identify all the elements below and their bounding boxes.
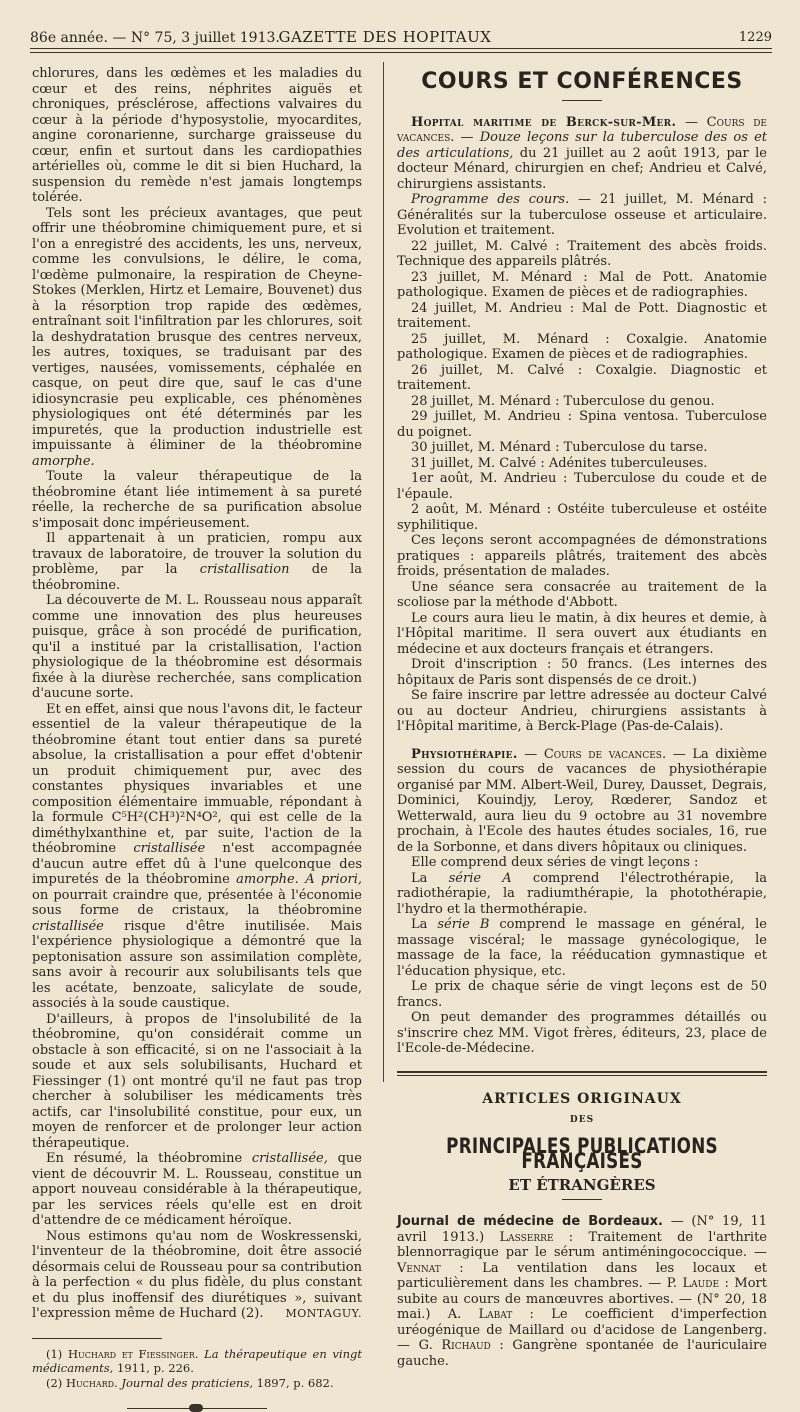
paragraph: Ces leçons seront accompagnées de démonstrations pratiques : appareils plâtrés, traitement des abcès froids, présentation de malades.	[397, 533, 767, 579]
course-line: 29 juillet, M. Andrieu : Spina ventosa. Tuberculose du poignet.	[397, 409, 767, 440]
section-title: COURS ET CONFÉRENCES	[421, 69, 743, 94]
course-line: 1er août, M. Andrieu : Tuberculose du coude et de l'épaule.	[397, 471, 767, 502]
paragraph: La découverte de M. L. Rousseau nous apparaît comme une innovation des plus heureuses puisque, grâce à son procédé de purification, qu'il a institué par la cristallisation, l'action physiologique de la théobromine est désormais fixée à la diurèse recherchée, sans complication d'aucune sorte.	[32, 593, 362, 701]
paragraph: Le prix de chaque série de vingt leçons est de 50 francs.	[397, 979, 767, 1010]
title-rule	[562, 100, 602, 101]
articles-subtitle: ET ÉTRANGÈRES	[508, 1175, 656, 1194]
paragraph: Se faire inscrire par lettre adressée au docteur Calvé ou au docteur Andrieu, chirurgiens assistants à l'Hôpital maritime, à Berck-Plage (Pas-de-Calais).	[397, 688, 767, 734]
paragraph: En résumé, la théobromine cristallisée, que vient de découvrir M. L. Rousseau, constitue un apport nouveau considérable à la thérapeutique, par les services réels qu'elle est en droit d'attendre de ce médicament héroïque.	[32, 1151, 362, 1228]
issue-info: 86e année. — N° 75, 3 juillet 1913.	[30, 30, 280, 46]
footnote-rule	[32, 1338, 162, 1339]
course-line: 22 juillet, M. Calvé : Traitement des abcès froids. Technique des appareils plâtrés.	[397, 238, 767, 269]
course-line: 23 juillet, M. Ménard : Mal de Pott. Anatomie pathologique. Examen de pièces et de radiographies.	[397, 269, 767, 300]
course-line: 28 juillet, M. Ménard : Tuberculose du genou.	[411, 393, 715, 409]
paragraph: Toute la valeur thérapeutique de la théobromine étant liée intimement à sa pureté réelle, la recherche de sa purification absolue s'imposait donc impérieusement.	[32, 469, 362, 531]
course-line: 2 août, M. Ménard : Ostéite tuberculeuse et ostéite syphilitique.	[397, 502, 767, 533]
paragraph: On peut demander des programmes détaillés ou s'inscrire chez MM. Vigot frères, éditeurs, 23, place de l'Ecole-de-Médecine.	[397, 1010, 767, 1056]
journal-entry: Journal de médecine de Bordeaux. — (N° 19, 11 avril 1913.) Lasserre : Traitement de l'arthrite blennorragique par le sérum antiméningococcique. — Vennat : La ventilation dans les locaux et particulièrement dans les chambres. — P. Laude : Mort subite au cours de manœuvres abortives. — (N° 20, 18 mai.) A. Labat : Le coefficient d'imperfection uréogénique de Maillard ou d'acidose de Langenberg. — G. Richaud : Gangrène spontanée de l'auriculaire gauche.	[397, 1214, 767, 1369]
left-column	[32, 66, 362, 1409]
articles-rule	[562, 1199, 602, 1200]
footnote-2: (2) Huchard. Journal des praticiens, 1897, p. 682.	[46, 1375, 334, 1390]
paragraph: La série B comprend le massage en général, le massage viscéral; le massage gynécologique, le massage de la face, la rééducation gymnastique et l'éducation physique, etc.	[397, 917, 767, 979]
journal-title: GAZETTE DES HOPITAUX	[278, 28, 492, 46]
paragraph: Hopital maritime de Berck-sur-Mer. — Cours de vacances. — Douze leçons sur la tuberculose des os et des articulations, du 21 juillet au 2 août 1913, par le docteur Ménard, chirurgien en chef; Andrieu et Calvé, chirurgiens assistants.	[397, 114, 767, 192]
paragraph: Une séance sera consacrée au traitement de la scoliose par la méthode d'Abbott.	[397, 579, 767, 610]
header-rule-thin	[30, 52, 772, 53]
column-divider	[383, 62, 384, 1082]
footnote-1: (1) Huchard et Fiessinger. La thérapeutique en vingt médicaments, 1911, p. 226.	[32, 1346, 362, 1375]
paragraph: Nous estimons qu'au nom de Woskressenski, l'inventeur de la théobromine, doit être associé désormais celui de Rousseau pour sa contribution à la perfection « du plus fidèle, du plus constant et du plus inoffensif des diurétiques », suivant l'expression même de Huchard (2). MONTAGUY.	[32, 1228, 362, 1321]
paragraph: Programme des cours. — 21 juillet, M. Ménard : Généralités sur la tuberculose osseuse et articulaire. Evolution et traitement.	[397, 192, 767, 238]
paragraph: Droit d'inscription : 50 francs. (Les internes des hôpitaux de Paris sont dispensés de ce droit.)	[397, 657, 767, 688]
paragraph: D'ailleurs, à propos de l'insolubilité de la théobromine, qu'on considérait comme un obstacle à son efficacité, si on ne l'associait à la soude et aux sels solubilisants, Huchard et Fiessinger (1) ont montré qu'il ne faut pas trop chercher à solubiliser les médicaments très actifs, car l'insolubilité constitue, pour eux, un moyen de renforcer et de prolonger leur action thérapeutique.	[32, 1011, 362, 1151]
course-line: 26 juillet, M. Calvé : Coxalgie. Diagnostic et traitement.	[397, 362, 767, 393]
paragraph: Elle comprend deux séries de vingt leçons :	[411, 855, 699, 870]
paragraph: La série A comprend l'électrothérapie, la radiothérapie, la radiumthérapie, la photothérapie, l'hydro et la thermothérapie.	[397, 870, 768, 917]
right-column	[397, 66, 767, 1369]
signature: MONTAGUY.	[285, 1307, 362, 1320]
paragraph: chlorures, dans les œdèmes et les maladies du cœur et des reins, néphrites aiguës et chroniques, présclérose, affections valvaires du cœur à la période d'hyposystolie, myocardites, angine coronarienne, surcharge graisseuse du cœur, enfin et surtout dans les cardiopathies artérielles où, comme le dit si bien Huchard, la suspension du remède n'est jamais longtemps tolérée.	[32, 66, 362, 205]
end-ornament	[127, 1408, 267, 1409]
course-line: 30 juillet, M. Ménard : Tuberculose du tarse.	[411, 440, 708, 455]
header-rule	[30, 48, 772, 49]
paragraph: Tels sont les précieux avantages, que peut offrir une théobromine chimiquement pure, et si l'on a enregistré des accidents, les uns, nerveux, comme les convulsions, le délire, le coma, l'œdème pulmonaire, la respiration de Cheyne-Stokes (Merklen, Hirtz et Lemaire, Bouvenet) dus à la résorption trop rapide des œdèmes, entraînant soit l'infiltration par les chlorures, soit la deshydratation brusque des centres nerveux, les autres, toxiques, se traduisant par des vertiges, nausées, vomissements, céphalée en casque, on peut dire que, sauf le cas d'une idiosyncrasie peu explicable, ces phénomènes physiologiques ont été déterminés par les impuretés, que la production industrielle est impuissante à éliminer de la théobromine amorphe.	[32, 205, 362, 469]
course-line: 31 juillet, M. Calvé : Adénites tuberculeuses.	[411, 455, 708, 471]
articles-heading: ARTICLES ORIGINAUX	[482, 1090, 682, 1107]
course-line: 24 juillet, M. Andrieu : Mal de Pott. Diagnostic et traitement.	[397, 300, 767, 331]
page-header	[30, 22, 772, 44]
course-line: 25 juillet, M. Ménard : Coxalgie. Anatomie pathologique. Examen de pièces et de radiographies.	[397, 331, 767, 362]
paragraph: Il appartenait à un praticien, rompu aux travaux de laboratoire, de trouver la solution du problème, par la cristallisation de la théobromine.	[32, 531, 362, 593]
paragraph: Le cours aura lieu le matin, à dix heures et demie, à l'Hôpital maritime. Il sera ouvert aux étudiants en médecine et aux docteurs français et étrangers.	[397, 610, 767, 657]
paragraph: Et en effet, ainsi que nous l'avons dit, le facteur essentiel de la valeur thérapeutique de la théobromine étant tout entier dans sa pureté absolue, la cristallisation a pour effet d'obtenir un produit chimiquement pur, avec des constantes physiques invariables et une composition élémentaire immuable, répondant à la formule C⁵H²(CH³)²N⁴O², qui est celle de la diméthylxanthine et, par suite, l'action de la théobromine cristallisée n'est accompagnée d'aucun autre effet dû à l'une quelconque des impuretés de la théobromine amorphe. A priori, on pourrait craindre que, présentée à l'économie sous forme de cristaux, la théobromine cristallisée risque d'être inutilisée. Mais l'expérience physiologique a démontré que la peptonisation assure son assimilation complète, sans avoir à recourir aux solubilisants tels que les acétate, benzoate, salicylate de soude, associés à la soude caustique.	[32, 701, 362, 1011]
paragraph: Physiothérapie. — Cours de vacances. — La dixième session du cours de vacances de physiothérapie organisé par MM. Albert-Weil, Durey, Dausset, Degrais, Dominici, Kouindjy, Leroy, Rœderer, Sandoz et Wetterwald, aura lieu du 9 octobre au 31 novembre prochain, à l'Ecole des hautes études sociales, 16, rue de la Sorbonne, et dans divers hôpitaux ou cliniques.	[397, 746, 767, 855]
section-rule	[397, 1071, 767, 1076]
articles-title: PRINCIPALES PUBLICATIONS FRANÇAISES	[446, 1133, 718, 1173]
articles-des: DES	[569, 1115, 595, 1125]
page-number: 1229	[738, 30, 772, 45]
